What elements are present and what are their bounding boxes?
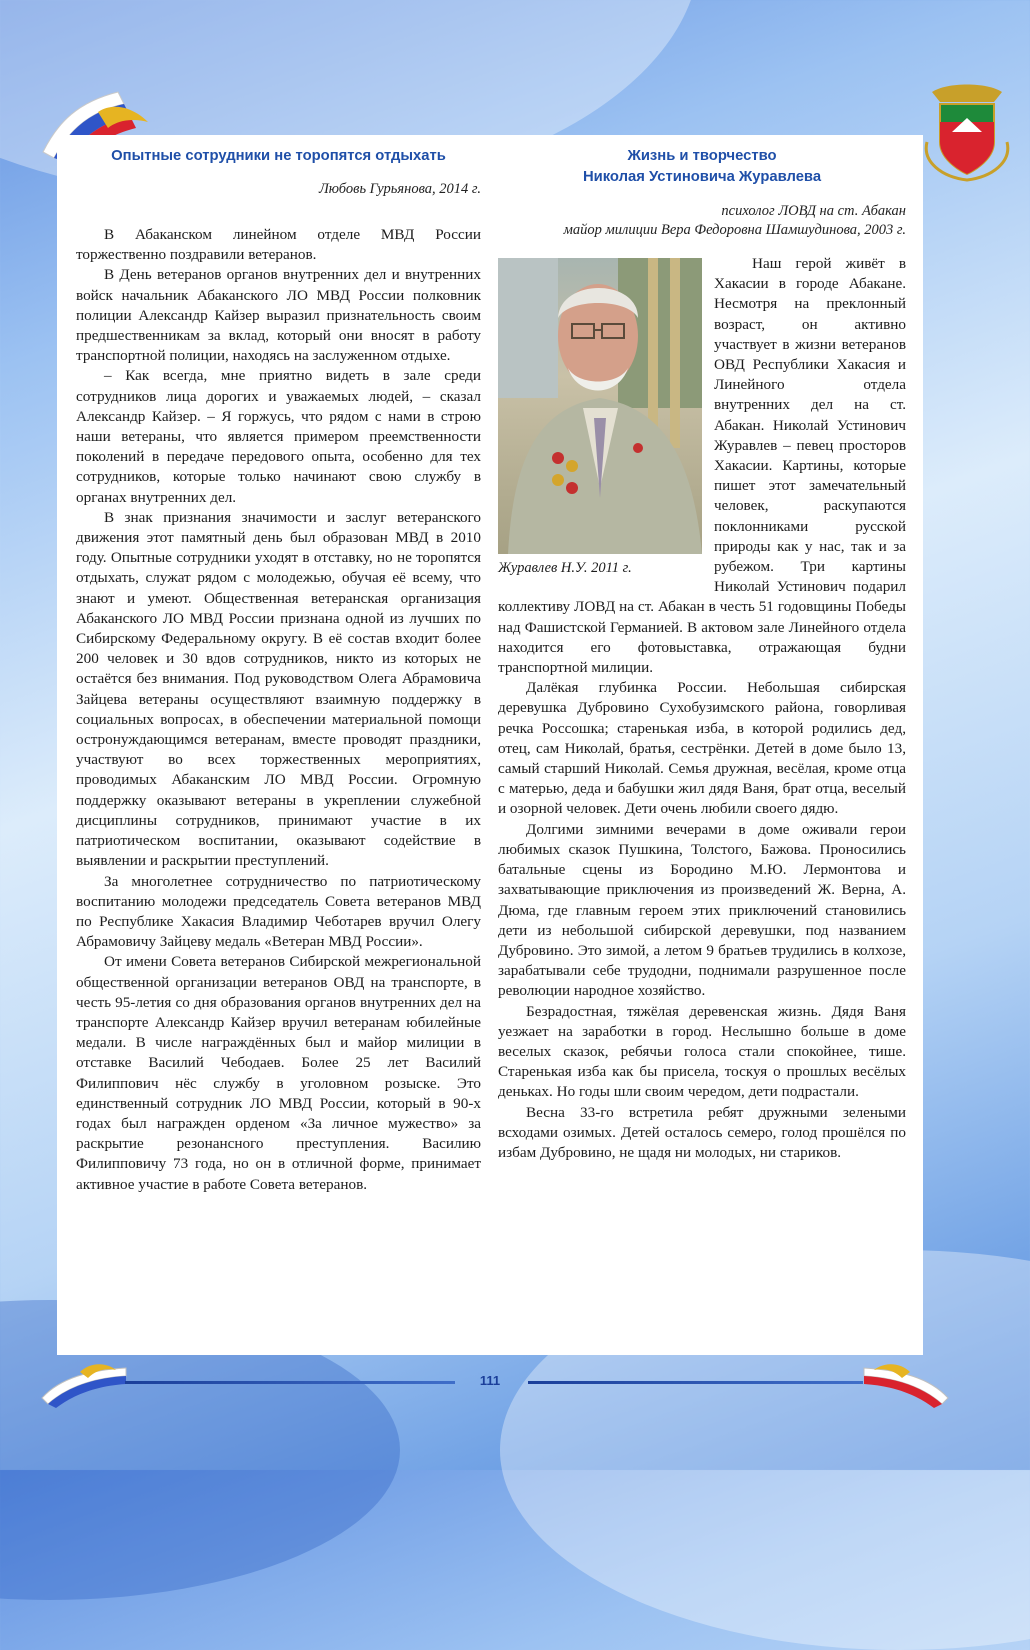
footer-divider-left: [125, 1381, 455, 1384]
paragraph: Безрадостная, тяжёлая деревенская жизнь. Дядя Ваня уезжает на заработки в город. Неслышно больше в доме веселых сказок, ребячьи голоса стали спокойнее, тише. Старенькая изба как бы присела, тоскуя о прошлых весёлых деньках. Но годы шли своим чередом, дети подрастали.: [498, 1002, 906, 1101]
right-article-title-line: Николая Устиновича Журавлева: [582, 169, 822, 185]
photo-caption: Журавлев Н.У. 2011 г.: [498, 560, 632, 576]
right-article-title: [498, 146, 906, 188]
police-emblem-icon: [922, 82, 1012, 182]
paragraph: В знак признания значимости и заслуг ветеранского движения этот памятный день был образован МВД в 2010 году. Опытные сотрудники уходят в отставку, но не торопятся отдыхать, служат рядом с молодежью, обучая её всему, что знают и умеют. Общественная ветеранская организация Абаканского ЛО МВД России признана одной из лучших по Сибирскому Федеральному округу. В её состав входит более 200 человек и 30 вдов сотрудников, никто из которых не остаётся без внимания. Под руководством Олега Абрамовича Зайцева ветераны осуществляют взаимную поддержку в социальных вопросах, в обеспечении материальной помощи остронуждающимся ветеранам, вместе проводят праздники, участвуют во всех торжественных мероприятиях, проводимых Абаканским ЛО МВД России. Огромную поддержку оказывают ветераны в укреплении служебной дисциплины сотрудников, принимают участие в их патриотическом воспитании, оказывают содействие в выявлении и раскрытии преступлений.: [76, 508, 481, 870]
footer-divider-right: [528, 1381, 863, 1384]
left-article-title: Опытные сотрудники не торопятся отдыхать: [111, 148, 446, 164]
portrait-illustration: [498, 258, 702, 554]
right-article: [498, 135, 906, 1163]
paragraph: В День ветеранов органов внутренних дел и внутренних войск начальник Абаканского ЛО МВД России полковник полиции Александр Кайзер выразил признательность своим предшественникам за вклад, который они вносят в работу транспортной полиции, находясь на заслуженном отдыхе.: [76, 266, 481, 365]
right-article-byline: [498, 202, 906, 240]
paragraph: За многолетнее сотрудничество по патриотическому воспитанию молодежи председатель Совета ветеранов МВД по Республике Хакасия Владимир Чеботарев вручил Олегу Абрамовичу Зайцеву медаль «Ветеран МВД России».: [76, 872, 481, 951]
paragraph: От имени Совета ветеранов Сибирской межрегиональной общественной организации ветеранов ОВД на транспорте, в честь 95-летия со дня образования органов внутренних дел на транспорте Александр Кайзер вручил ветеранам юбилейные медали. В числе награждённых был и майор милиции в отставке Василий Чебодаев. Более 25 лет Василий Филиппович нёс службу в уголовном розыске. Это единственный сотрудник ЛО МВД России, который в 90-х годах был награжден орденом «За личное мужество» за раскрытие резонансного преступления. Василию Филипповичу 73 года, но он в отличной форме, принимает активное участие в работе Совета ветеранов.: [76, 953, 481, 1193]
left-article: [76, 135, 481, 1195]
paragraph: Весна 33-го встретила ребят дружными зелеными всходами озимых. Детей осталось семеро, голод прошёлся по избам Дубровино, не щадя ни молодых, ни стариков.: [498, 1103, 906, 1161]
paragraph: – Как всегда, мне приятно видеть в зале среди сотрудников лица дорогих и уважаемых людей, – сказал Александр Кайзер. – Я горжусь, что рядом с нами в строю наши ветераны, что является примером преемственности поколений в передаче передового опыта, особенно для тех сотрудников, которые только начинают свою службу в органах внутренних дел.: [76, 367, 481, 506]
paragraph: Далёкая глубинка России. Небольшая сибирская деревушка Дубровино Сухобузимского района, говорливая речка Россошка; старенькая изба, в которой родились дед, отец, сам Николай, братья, сестрёнки. Детей в доме было 13, самый старший Николай. Семья дружная, весёлая, кроме отца с матерью, деда и бабушки жил дядя Ваня, брат отца, веселый и озорной человек. Дети очень любили своего дядю.: [498, 679, 906, 818]
article-page: [57, 135, 923, 1355]
page-number: 111: [479, 1373, 501, 1388]
paragraph: В Абаканском линейном отделе МВД России торжественно поздравили ветеранов.: [76, 226, 481, 264]
left-article-byline: Любовь Гурьянова, 2014 г.: [318, 181, 481, 197]
paragraph: Долгими зимними вечерами в доме оживали герои любимых сказок Пушкина, Толстого, Бажова. Проносились батальные сцены из Бородино М.Ю. Лермонтова и захватывающие приключения из произведений Ж. Верна, А. Дюма, где главным героем этих приключений становились дети из небольшой сибирской деревушки, под названием Дубровино. Это зимой, а летом 9 братьев трудились в колхозе, зарабатывали себе трудодни, поднимали разрушенное после революции народное хозяйство.: [498, 820, 906, 1000]
flag-ribbon-right-icon: [860, 1358, 950, 1408]
flag-ribbon-left-icon: [40, 1358, 130, 1408]
paragraph: Наш герой живёт в Хакасии в городе Абакане. Несмотря на преклонный возраст, он активно участвует в жизни ветеранов ОВД Республики Хакасия и Линейного отдела внутренних дел на ст. Абакан. Николай Устинович Журавлев – певец просторов Хакасии. Картины, которые пишет этот замечательный человек, раскупаются поклонниками русской природы как у нас, так и за рубежом. Три картины Николай Устинович подарил коллективу ЛОВД на ст. Абакан в честь 51 годовщины Победы над Фашистской Германией. В актовом зале Линейного отдела находится его фотовыставка, отражающая будни транспортной милиции.: [498, 255, 906, 677]
portrait-photo: [498, 258, 702, 554]
byline-line: майор милиции Вера Федоровна Шамшудинова, 2003 г.: [563, 222, 906, 238]
byline-line: психолог ЛОВД на ст. Абакан: [721, 203, 906, 219]
portrait-figure: [498, 258, 702, 577]
right-article-title-line: Жизнь и творчество: [627, 148, 777, 164]
